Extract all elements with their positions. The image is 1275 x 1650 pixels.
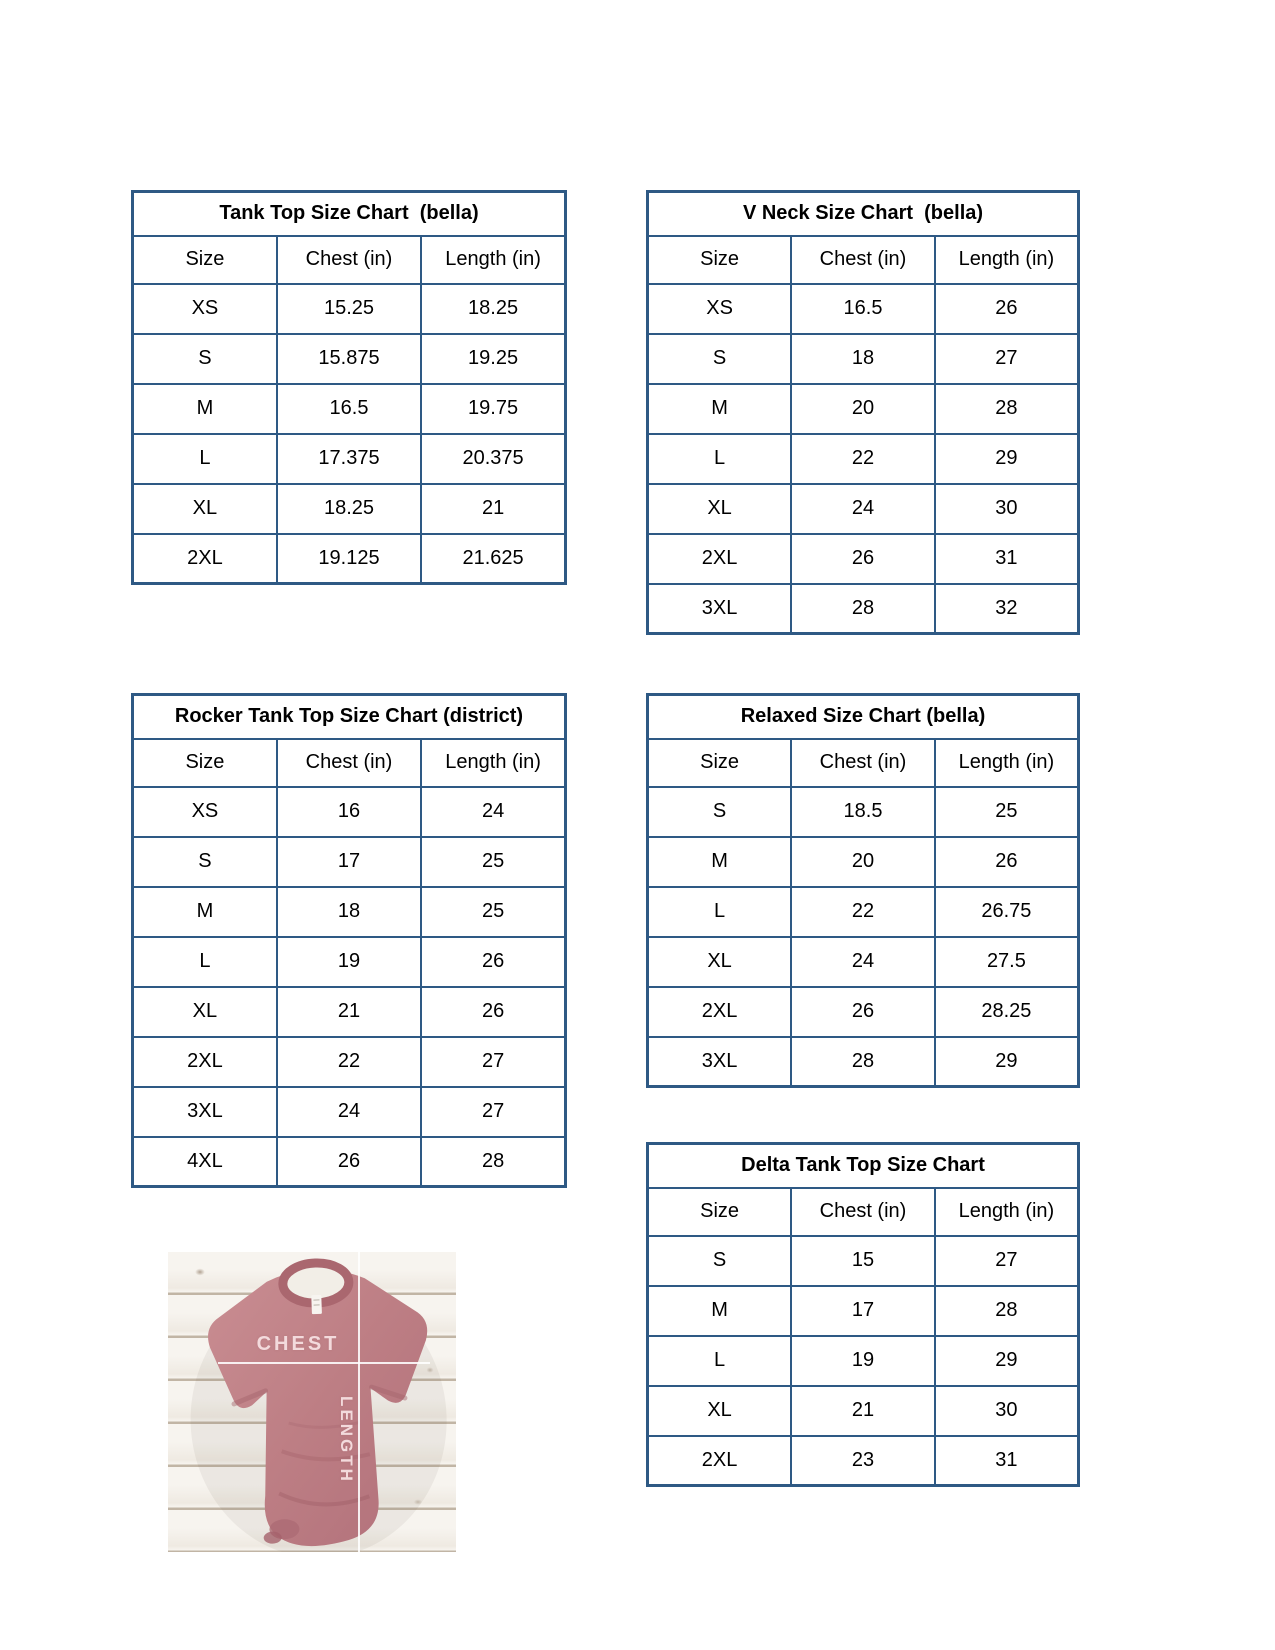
size-cell: 3XL [648, 1037, 792, 1087]
table-title: Rocker Tank Top Size Chart (district) [133, 695, 566, 739]
size-cell: XL [133, 987, 277, 1037]
chest-cell: 15.25 [277, 284, 421, 334]
size-cell: XL [648, 484, 792, 534]
chest-cell: 17 [277, 837, 421, 887]
length-cell: 18.25 [421, 284, 565, 334]
chest-cell: 16 [277, 787, 421, 837]
chest-cell: 21 [791, 1386, 935, 1436]
column-header: Size [133, 739, 277, 787]
shirt-measurement-photo [168, 1252, 456, 1552]
size-chart-rocker-tank-top [131, 693, 567, 1188]
column-header: Chest (in) [277, 739, 421, 787]
table-row [133, 284, 566, 334]
size-cell: L [133, 434, 277, 484]
length-cell: 30 [935, 484, 1079, 534]
size-cell: 2XL [648, 1436, 792, 1486]
chest-cell: 18 [791, 334, 935, 384]
chest-cell: 21 [277, 987, 421, 1037]
table-row [133, 987, 566, 1037]
length-cell: 28 [935, 384, 1079, 434]
table-row [648, 1236, 1079, 1286]
table-row [648, 384, 1079, 434]
size-cell: 3XL [648, 584, 792, 634]
table-row [648, 1336, 1079, 1386]
chest-cell: 23 [791, 1436, 935, 1486]
chest-cell: 19 [277, 937, 421, 987]
length-cell: 28 [935, 1286, 1079, 1336]
chest-cell: 20 [791, 837, 935, 887]
chest-measure-line [218, 1362, 430, 1364]
size-chart-v-neck [646, 190, 1080, 635]
table-row [133, 334, 566, 384]
chest-cell: 16.5 [277, 384, 421, 434]
column-header: Chest (in) [791, 739, 935, 787]
column-header: Chest (in) [277, 236, 421, 284]
table-row [648, 1386, 1079, 1436]
table-row [133, 434, 566, 484]
chest-cell: 22 [277, 1037, 421, 1087]
table-row [133, 1137, 566, 1187]
table-header-row [133, 739, 566, 787]
table-title-row [648, 1144, 1079, 1188]
length-cell: 27 [421, 1087, 565, 1137]
size-cell: M [648, 1286, 792, 1336]
tshirt-illustration [168, 1252, 456, 1552]
chest-cell: 18.5 [791, 787, 935, 837]
size-cell: S [648, 787, 792, 837]
column-header: Length (in) [935, 739, 1079, 787]
table-row [648, 1037, 1079, 1087]
length-cell: 27 [935, 334, 1079, 384]
size-table [646, 1142, 1080, 1487]
chest-cell: 24 [791, 484, 935, 534]
length-cell: 28 [421, 1137, 565, 1187]
chest-cell: 26 [277, 1137, 421, 1187]
table-title-row [648, 192, 1079, 236]
column-header: Size [648, 1188, 792, 1236]
size-cell: L [648, 434, 792, 484]
column-header: Size [648, 236, 792, 284]
chest-cell: 19.125 [277, 534, 421, 584]
size-cell: M [648, 837, 792, 887]
size-cell: XL [648, 1386, 792, 1436]
column-header: Length (in) [421, 739, 565, 787]
table-header-row [648, 236, 1079, 284]
length-cell: 26 [935, 284, 1079, 334]
table-row [133, 384, 566, 434]
column-header: Size [133, 236, 277, 284]
table-title: Delta Tank Top Size Chart [648, 1144, 1079, 1188]
length-cell: 21 [421, 484, 565, 534]
size-cell: M [133, 887, 277, 937]
length-cell: 19.25 [421, 334, 565, 384]
table-row [133, 484, 566, 534]
table-title: Relaxed Size Chart (bella) [648, 695, 1079, 739]
table-header-row [648, 739, 1079, 787]
size-cell: S [133, 837, 277, 887]
size-cell: XL [133, 484, 277, 534]
column-header: Chest (in) [791, 1188, 935, 1236]
table-row [133, 1087, 566, 1137]
table-row [648, 284, 1079, 334]
chest-cell: 20 [791, 384, 935, 434]
chest-cell: 18 [277, 887, 421, 937]
length-cell: 28.25 [935, 987, 1079, 1037]
length-cell: 26 [421, 937, 565, 987]
size-cell: L [648, 1336, 792, 1386]
length-cell: 26.75 [935, 887, 1079, 937]
size-cell: 2XL [648, 987, 792, 1037]
size-chart-tank-top [131, 190, 567, 585]
table-row [133, 1037, 566, 1087]
chest-cell: 16.5 [791, 284, 935, 334]
chest-cell: 24 [791, 937, 935, 987]
size-cell: L [133, 937, 277, 987]
length-cell: 26 [421, 987, 565, 1037]
size-chart-relaxed [646, 693, 1080, 1088]
table-title-row [133, 695, 566, 739]
size-cell: XS [133, 787, 277, 837]
size-cell: L [648, 887, 792, 937]
table-row [648, 334, 1079, 384]
length-cell: 29 [935, 1037, 1079, 1087]
chest-cell: 24 [277, 1087, 421, 1137]
column-header: Size [648, 739, 792, 787]
table-row [133, 887, 566, 937]
length-label: LENGTH [337, 1396, 356, 1484]
column-header: Length (in) [935, 236, 1079, 284]
length-cell: 30 [935, 1386, 1079, 1436]
table-title-row [648, 695, 1079, 739]
table-row [648, 837, 1079, 887]
length-cell: 27.5 [935, 937, 1079, 987]
table-title: Tank Top Size Chart (bella) [133, 192, 566, 236]
length-cell: 29 [935, 434, 1079, 484]
table-row [648, 787, 1079, 837]
table-row [133, 787, 566, 837]
chest-cell: 15.875 [277, 334, 421, 384]
length-cell: 26 [935, 837, 1079, 887]
table-title-row [133, 192, 566, 236]
size-table [131, 693, 567, 1188]
length-cell: 25 [421, 887, 565, 937]
table-row [648, 434, 1079, 484]
column-header: Length (in) [935, 1188, 1079, 1236]
table-row [648, 987, 1079, 1037]
chest-label: CHEST [256, 1333, 340, 1355]
length-cell: 25 [935, 787, 1079, 837]
length-cell: 32 [935, 584, 1079, 634]
chest-cell: 17.375 [277, 434, 421, 484]
chest-cell: 26 [791, 987, 935, 1037]
size-table [646, 693, 1080, 1088]
table-title: V Neck Size Chart (bella) [648, 192, 1079, 236]
size-table [646, 190, 1080, 635]
table-row [648, 484, 1079, 534]
chest-cell: 26 [791, 534, 935, 584]
size-cell: 4XL [133, 1137, 277, 1187]
table-row [133, 937, 566, 987]
size-cell: S [648, 1236, 792, 1286]
chest-cell: 19 [791, 1336, 935, 1386]
length-cell: 27 [935, 1236, 1079, 1286]
table-row [648, 534, 1079, 584]
length-cell: 19.75 [421, 384, 565, 434]
chest-cell: 22 [791, 434, 935, 484]
table-row [648, 937, 1079, 987]
chest-cell: 17 [791, 1286, 935, 1336]
size-cell: 2XL [648, 534, 792, 584]
length-cell: 31 [935, 534, 1079, 584]
size-cell: S [648, 334, 792, 384]
size-cell: XS [648, 284, 792, 334]
length-cell: 21.625 [421, 534, 565, 584]
chest-cell: 22 [791, 887, 935, 937]
length-cell: 31 [935, 1436, 1079, 1486]
length-cell: 29 [935, 1336, 1079, 1386]
chest-cell: 28 [791, 584, 935, 634]
length-cell: 27 [421, 1037, 565, 1087]
table-row [648, 887, 1079, 937]
size-chart-delta-tank-top [646, 1142, 1080, 1487]
length-measure-line [358, 1252, 360, 1552]
table-row [648, 1436, 1079, 1486]
chest-cell: 28 [791, 1037, 935, 1087]
length-cell: 25 [421, 837, 565, 887]
table-header-row [648, 1188, 1079, 1236]
size-cell: 2XL [133, 534, 277, 584]
column-header: Length (in) [421, 236, 565, 284]
chest-cell: 15 [791, 1236, 935, 1286]
size-table [131, 190, 567, 585]
table-header-row [133, 236, 566, 284]
size-cell: XL [648, 937, 792, 987]
size-cell: XS [133, 284, 277, 334]
length-cell: 20.375 [421, 434, 565, 484]
chest-cell: 18.25 [277, 484, 421, 534]
table-row [648, 584, 1079, 634]
column-header: Chest (in) [791, 236, 935, 284]
table-row [133, 534, 566, 584]
size-cell: S [133, 334, 277, 384]
size-cell: 2XL [133, 1037, 277, 1087]
table-row [133, 837, 566, 887]
length-cell: 24 [421, 787, 565, 837]
table-row [648, 1286, 1079, 1336]
size-cell: M [648, 384, 792, 434]
size-cell: M [133, 384, 277, 434]
size-cell: 3XL [133, 1087, 277, 1137]
